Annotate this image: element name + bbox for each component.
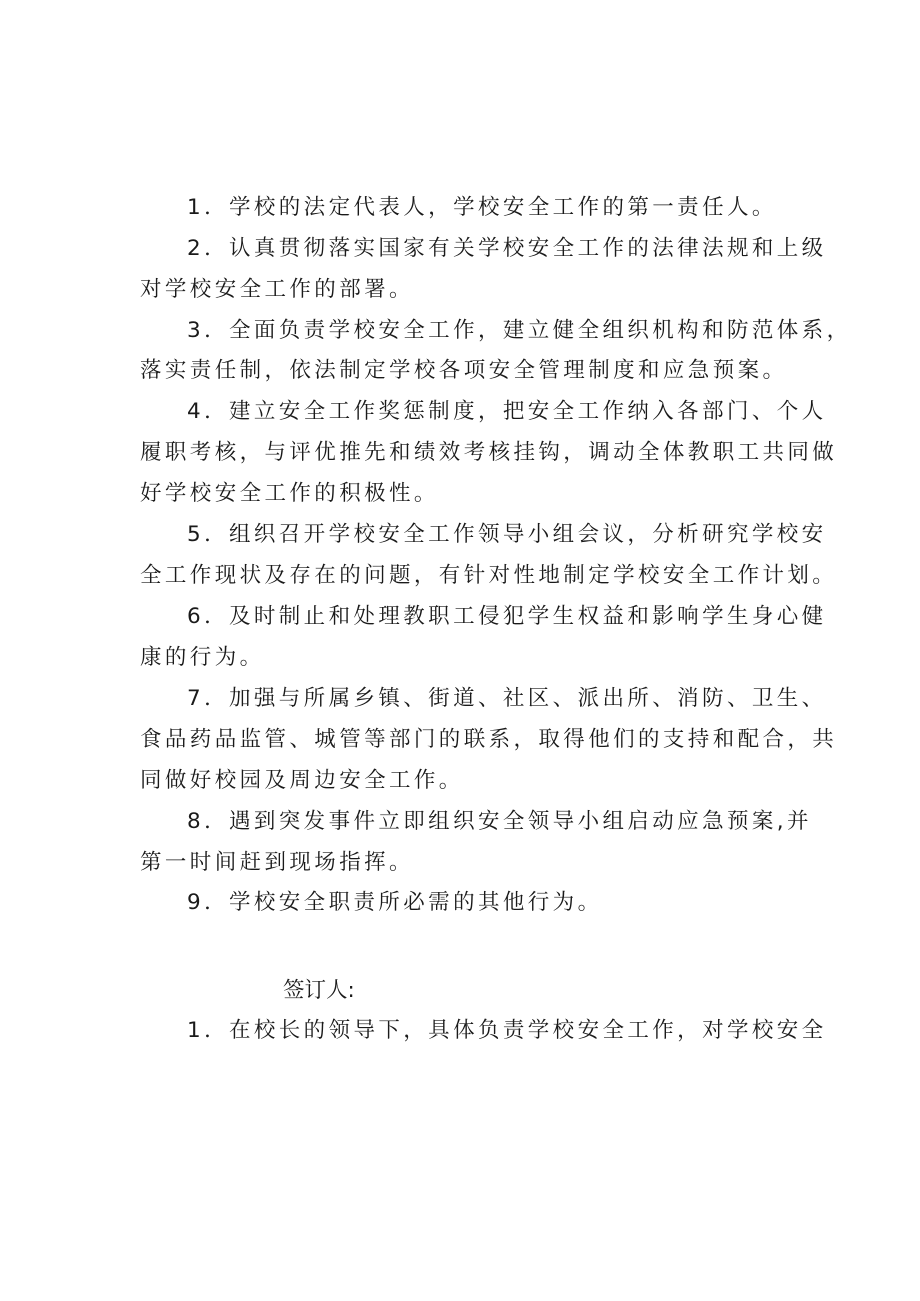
next-section-line-1: 1．在校长的领导下，具体负责学校安全工作，对学校安全 [187,1018,827,1043]
duty-6-line-2: 康的行为。 [140,645,265,670]
duty-4-line-3: 好学校安全工作的积极性。 [140,481,439,506]
duty-8-line-1: 8．遇到突发事件立即组织安全领导小组启动应急预案,并 [187,809,812,834]
duty-3-line-2: 落实责任制，依法制定学校各项安全管理制度和应急预案。 [140,358,788,383]
duty-2-line-1: 2．认真贯彻落实国家有关学校安全工作的法律法规和上级 [187,236,827,261]
duty-7-line-2: 食品药品监管、城管等部门的联系，取得他们的支持和配合，共 [140,727,838,752]
duty-9-line-1: 9．学校安全职责所必需的其他行为。 [187,890,603,915]
duty-8-line-2: 第一时间赶到现场指挥。 [140,850,414,875]
duty-6-line-1: 6．及时制止和处理教职工侵犯学生权益和影响学生身心健 [187,604,827,629]
duty-2-line-2: 对学校安全工作的部署。 [140,277,414,302]
duty-1-line-1: 1．学校的法定代表人，学校安全工作的第一责任人。 [187,195,777,220]
duty-5-line-2: 全工作现状及存在的问题，有针对性地制定学校安全工作计划。 [140,563,838,588]
duty-7-line-3: 同做好校园及周边安全工作。 [140,768,464,793]
duty-5-line-1: 5．组织召开学校安全工作领导小组会议，分析研究学校安 [187,522,827,547]
duty-7-line-1: 7．加强与所属乡镇、街道、社区、派出所、消防、卫生、 [187,686,827,711]
duty-4-line-2: 履职考核，与评优推先和绩效考核挂钩，调动全体教职工共同做 [140,440,838,465]
duty-3-line-1: 3．全面负责学校安全工作，建立健全组织机构和防范体系， [187,318,852,343]
duty-4-line-1: 4．建立安全工作奖惩制度，把安全工作纳入各部门、个人 [187,399,827,424]
signature-label: 签订人: [283,978,355,1003]
